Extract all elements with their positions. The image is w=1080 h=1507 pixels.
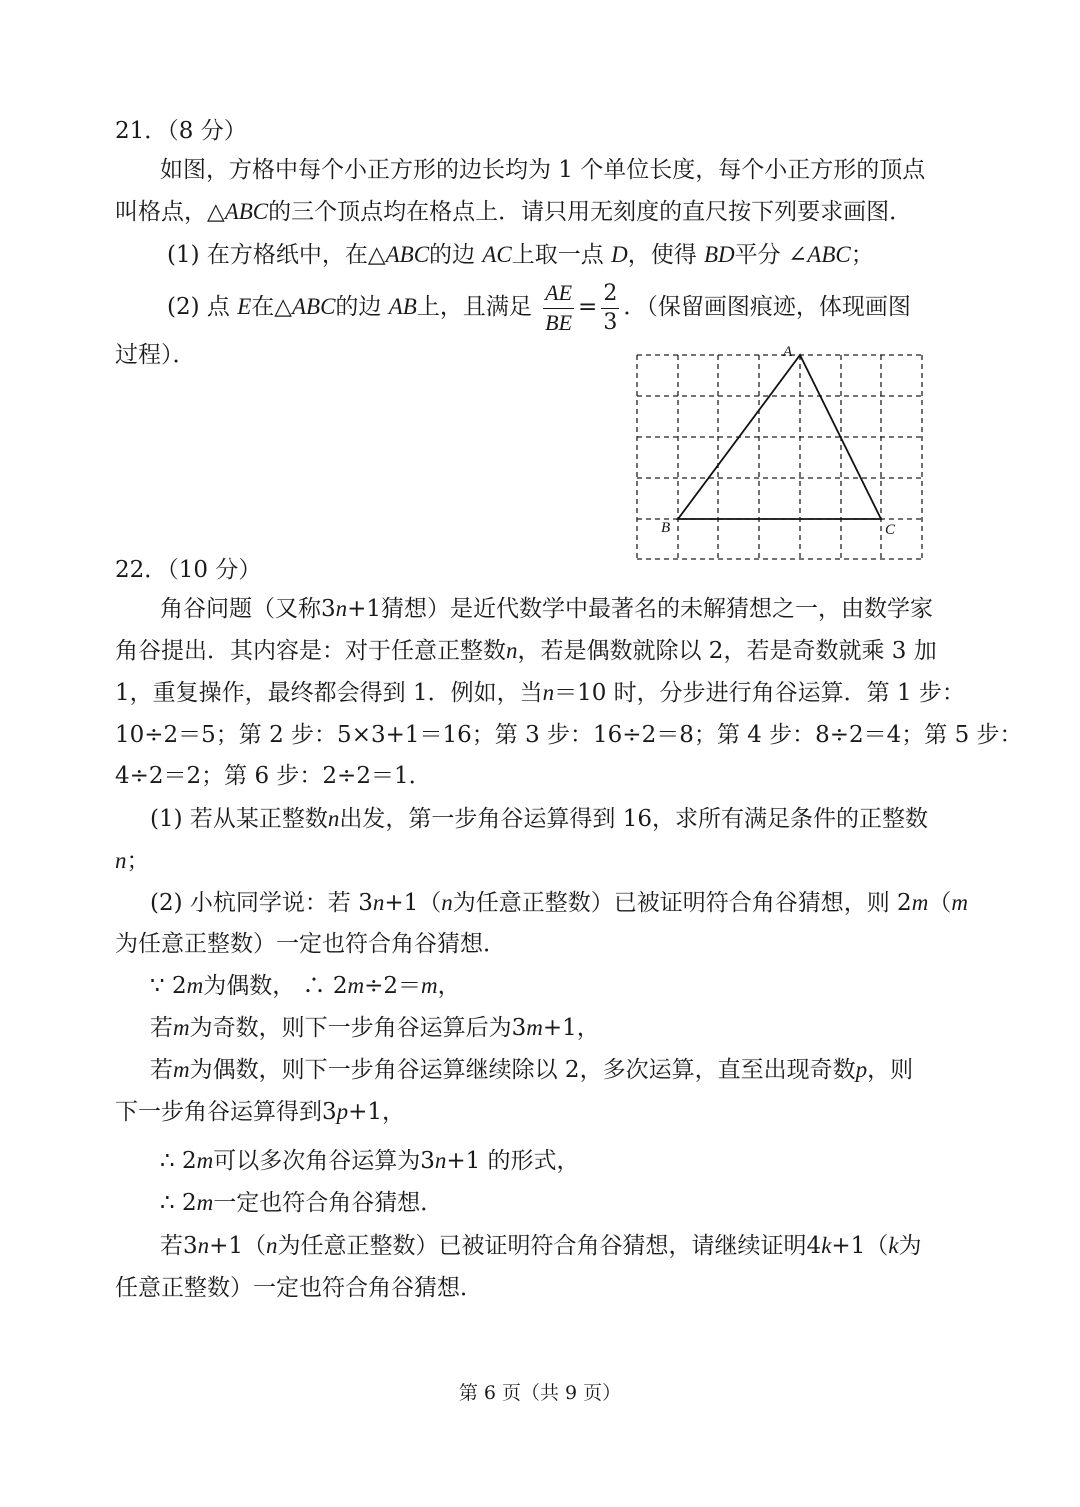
numerator: 2 bbox=[601, 280, 619, 309]
math-var: m bbox=[526, 1015, 543, 1040]
math-var: ABC bbox=[224, 199, 269, 224]
q22-part-1 bbox=[150, 804, 928, 834]
text: ＝10 时，分步进行角谷运算．第 1 步： bbox=[554, 680, 965, 706]
text: 1，重复操作，最终都会得到 1．例如，当 bbox=[115, 680, 543, 706]
text: ，若是偶数就除以 2，若是奇数就乘 3 加 bbox=[517, 638, 937, 664]
math-var: n bbox=[434, 1148, 447, 1173]
q22-line-2 bbox=[115, 636, 937, 666]
denominator: BE bbox=[545, 309, 573, 335]
text: +1（ bbox=[209, 1233, 267, 1259]
q21-part-2 bbox=[167, 278, 911, 338]
math-var: m bbox=[347, 973, 365, 998]
numerator: AE bbox=[545, 279, 573, 305]
dashed-grid bbox=[637, 355, 922, 559]
fraction-ae-be bbox=[543, 279, 574, 338]
text: ∵ 2 bbox=[150, 973, 187, 999]
math-var: m bbox=[911, 890, 929, 915]
q22-reasoning-5 bbox=[160, 1146, 580, 1176]
text: ÷2＝ bbox=[364, 973, 421, 999]
math-var: n bbox=[372, 890, 385, 915]
q21-part-2-tail: 过程）． bbox=[115, 342, 196, 368]
math-var: m bbox=[196, 1190, 214, 1215]
math-var: p bbox=[336, 1099, 349, 1124]
q22-line-4: 10÷2＝5；第 2 步：5×3+1＝16；第 3 步：16÷2＝8；第 4 步：8÷2＝4；第 5 步： bbox=[115, 722, 1023, 748]
q22-reasoning-4 bbox=[115, 1097, 405, 1127]
math-var: D bbox=[611, 242, 628, 267]
text: (2) 小杭同学说：若 3 bbox=[150, 890, 373, 916]
text: （ bbox=[928, 890, 952, 916]
q22-reasoning-1 bbox=[150, 971, 461, 1001]
fraction-two-thirds bbox=[601, 280, 619, 337]
q21-intro-line-1: 如图，方格中每个小正方形的边长均为 1 个单位长度，每个小正方形的顶点 bbox=[160, 157, 926, 183]
q22-header: 22．（10 分） bbox=[115, 557, 262, 583]
q22-line-3 bbox=[115, 678, 965, 708]
text: 在△ bbox=[251, 294, 292, 320]
q22-task-line-1 bbox=[160, 1231, 922, 1261]
text: 叫格点，△ bbox=[115, 199, 225, 225]
denominator: 3 bbox=[603, 309, 618, 335]
q22-part-1-tail bbox=[115, 846, 150, 876]
text: 为奇数，则下一步角谷运算后为3 bbox=[189, 1015, 527, 1041]
math-var: m bbox=[173, 1015, 190, 1040]
math-var: n bbox=[441, 890, 453, 915]
text: 的边 bbox=[429, 242, 476, 268]
math-var: n bbox=[115, 848, 127, 873]
text: (1) 在方格纸中，在△ bbox=[167, 242, 386, 268]
text: 为偶数， ∴ 2 bbox=[203, 973, 348, 999]
text: 的边 bbox=[335, 294, 382, 320]
q22-line-5: 4÷2＝2；第 6 步：2÷2＝1． bbox=[115, 763, 432, 789]
q22-task-line-2: 任意正整数）一定也符合角谷猜想． bbox=[115, 1275, 483, 1301]
math-var: m bbox=[173, 1057, 190, 1082]
text: 为任意正整数）已被证明符合角谷猜想，则 2 bbox=[452, 890, 912, 916]
text: +1（ bbox=[831, 1233, 889, 1259]
text: 若 bbox=[150, 1057, 173, 1083]
text: 角谷提出．其内容是：对于任意正整数 bbox=[115, 638, 506, 664]
math-var: m bbox=[196, 1148, 214, 1173]
math-var: m bbox=[186, 973, 204, 998]
math-var: n bbox=[266, 1233, 278, 1258]
text: ，使得 bbox=[627, 242, 697, 268]
equals-sign: = bbox=[578, 294, 598, 320]
text: 角谷问题（又称3 bbox=[160, 596, 336, 622]
text: 上，且满足 bbox=[416, 294, 532, 320]
math-var: m bbox=[951, 890, 968, 915]
text: 可以多次角谷运算为3 bbox=[213, 1148, 435, 1174]
text: 为偶数，则下一步角谷运算继续除以 2，多次运算，直至出现奇数 bbox=[189, 1057, 856, 1083]
math-var: p bbox=[855, 1057, 868, 1082]
text: 出发，第一步角谷运算得到 16，求所有满足条件的正整数 bbox=[339, 806, 928, 832]
math-var: k bbox=[888, 1233, 899, 1258]
text: 的三个顶点均在格点上．请只用无刻度的直尺按下列要求画图． bbox=[268, 199, 913, 225]
text: (2) 点 bbox=[167, 294, 230, 320]
text: +1， bbox=[542, 1015, 600, 1041]
q21-part-1 bbox=[167, 240, 874, 270]
math-var: n bbox=[506, 638, 518, 663]
text: ； bbox=[126, 848, 150, 874]
text: 下一步角谷运算得到3 bbox=[115, 1099, 337, 1125]
q21-intro-line-2 bbox=[115, 197, 912, 227]
triangle-abc bbox=[678, 355, 881, 519]
math-var: E bbox=[237, 294, 252, 319]
q22-part-2-line-2: 为任意正整数）一定也符合角谷猜想． bbox=[115, 931, 506, 957]
text: 为任意正整数）已被证明符合角谷猜想，请继续证明4 bbox=[277, 1233, 822, 1259]
page-footer: 第 6 页（共 9 页） bbox=[458, 1382, 622, 1404]
text: ．（保留画图痕迹，体现画图 bbox=[623, 294, 911, 320]
q22-reasoning-3 bbox=[150, 1055, 913, 1085]
text: +1 的形式， bbox=[446, 1148, 580, 1174]
math-var: m bbox=[421, 973, 438, 998]
text: +1（ bbox=[384, 890, 442, 916]
vertex-c-label: C bbox=[885, 522, 896, 538]
text: ， bbox=[437, 973, 461, 999]
text: ∴ 2 bbox=[160, 1190, 197, 1216]
triangle-grid-figure bbox=[625, 340, 935, 570]
text: 平分 ∠ bbox=[734, 242, 808, 268]
text: (1) 若从某正整数 bbox=[150, 806, 328, 832]
text: +1， bbox=[348, 1099, 406, 1125]
q22-part-2 bbox=[150, 888, 968, 918]
text: 若 bbox=[150, 1015, 173, 1041]
math-var: BD bbox=[704, 242, 735, 267]
math-var: n bbox=[542, 680, 555, 705]
math-var: n bbox=[335, 596, 348, 621]
text: 一定也符合角谷猜想． bbox=[213, 1190, 444, 1216]
math-var: ABC bbox=[291, 294, 336, 319]
q22-reasoning-6 bbox=[160, 1188, 443, 1218]
math-var: n bbox=[197, 1233, 210, 1258]
text: 为 bbox=[898, 1233, 922, 1259]
text: 若3 bbox=[160, 1233, 198, 1259]
text: ，则 bbox=[867, 1057, 914, 1083]
vertex-a-label: A bbox=[783, 344, 793, 360]
math-var: ABC bbox=[807, 242, 851, 267]
text: 上取一点 bbox=[511, 242, 604, 268]
text: ； bbox=[850, 242, 874, 268]
math-var: ABC bbox=[385, 242, 430, 267]
q22-reasoning-2 bbox=[150, 1013, 600, 1043]
q22-line-1 bbox=[160, 594, 933, 624]
math-var: AC bbox=[482, 242, 512, 267]
math-var: n bbox=[327, 806, 340, 831]
text: ∴ 2 bbox=[160, 1148, 197, 1174]
vertex-b-label: B bbox=[661, 520, 671, 536]
text: +1猜想）是近代数学中最著名的未解猜想之一，由数学家 bbox=[347, 596, 934, 622]
q21-header: 21．（8 分） bbox=[115, 118, 247, 144]
math-var: k bbox=[821, 1233, 832, 1258]
math-var: AB bbox=[388, 294, 417, 319]
